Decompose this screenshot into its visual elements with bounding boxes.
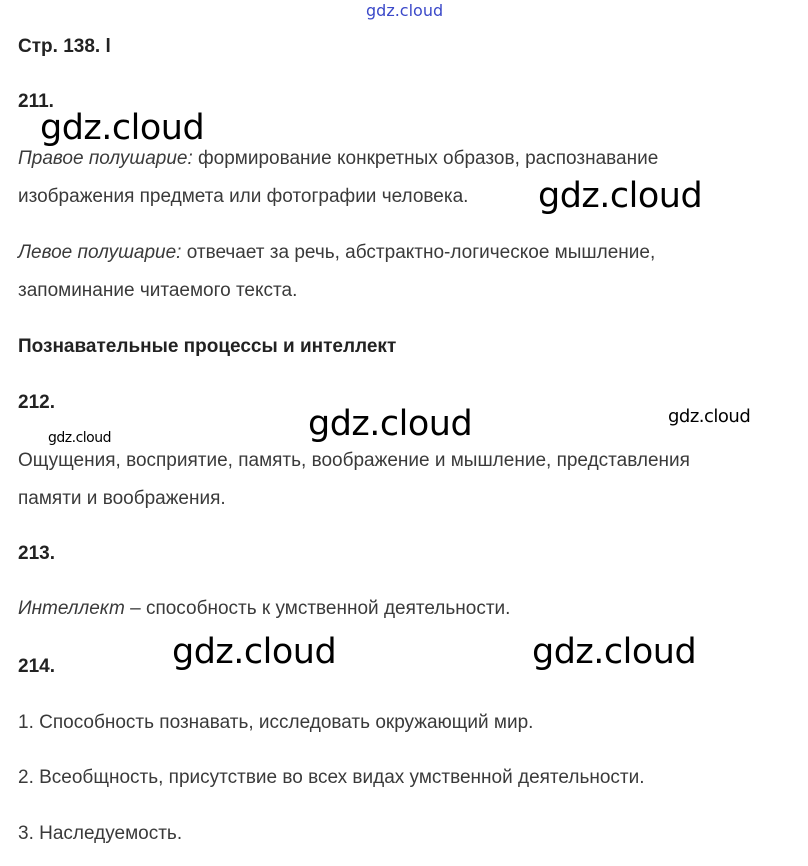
watermark: gdz.cloud [532,632,697,672]
watermark: gdz.cloud [308,404,473,444]
watermark: gdz.cloud [48,430,111,446]
exercise-212-number: 212. [18,392,55,413]
list-item: 1. Способность познавать, исследовать окружающий мир. [18,712,534,733]
exercise-214-number: 214. [18,656,55,677]
definition-text: отвечает за речь, абстрактно-логическое мышление, [181,242,656,263]
watermark: gdz.cloud [172,632,337,672]
section-title: Познавательные процессы и интеллект [18,336,397,357]
exercise-211-paragraph-2-line-1 [18,242,655,264]
list-item: 2. Всеобщность, присутствие во всех видах умственной деятельности. [18,767,645,788]
exercise-213-text [18,598,510,620]
watermark: gdz.cloud [668,406,751,427]
exercise-211-paragraph-1-line-1 [18,148,658,170]
definition-text: формирование конкретных образов, распознавание [192,148,659,169]
term-left-hemisphere: Левое полушарие: [18,242,182,263]
exercise-212-line-1: Ощущения, восприятие, память, воображение и мышление, представления [18,450,690,471]
exercise-212-line-2: памяти и воображения. [18,488,226,509]
watermark: gdz.cloud [538,176,703,216]
list-item: 3. Наследуемость. [18,823,183,844]
exercise-213-number: 213. [18,543,55,564]
definition-text: – способность к умственной деятельности. [124,598,511,619]
term-intellect: Интеллект [18,598,125,619]
watermark-top: gdz.cloud [366,1,444,20]
exercise-211-paragraph-2-line-2: запоминание читаемого текста. [18,280,298,301]
exercise-211-paragraph-1-line-2: изображения предмета или фотографии человека. [18,186,469,207]
term-right-hemisphere: Правое полушарие: [18,148,193,169]
watermark: gdz.cloud [40,108,205,148]
page-header: Стр. 138. l [18,36,111,57]
exercise-211-number: 211. [18,91,54,112]
